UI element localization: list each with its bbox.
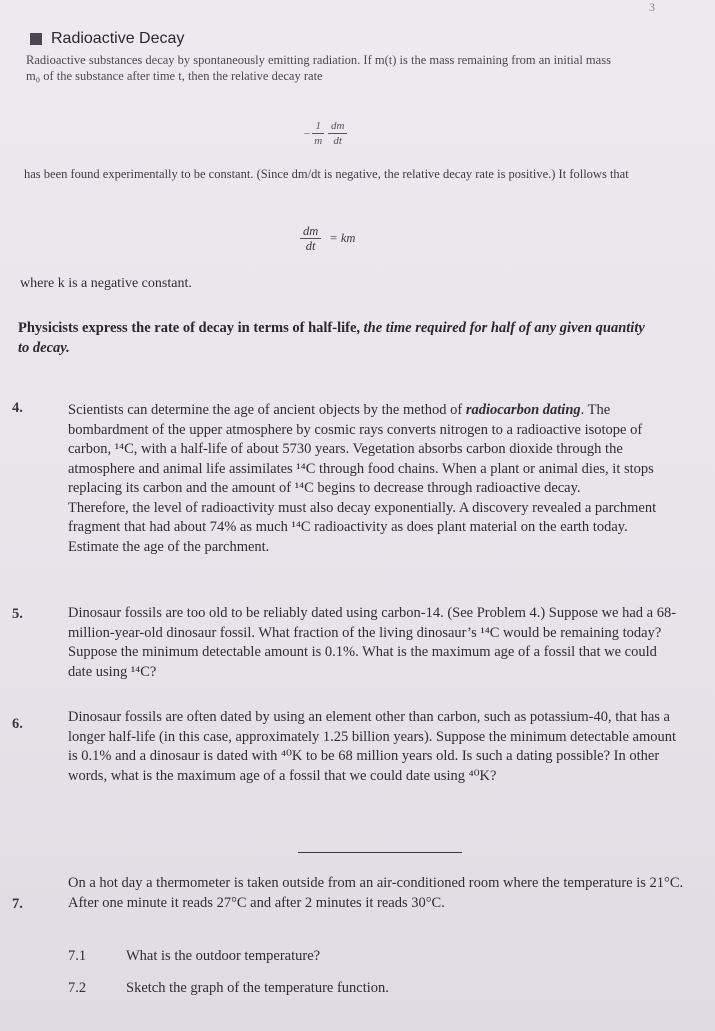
fraction-numerator: dm: [328, 119, 347, 134]
radiocarbon-dating-term: radiocarbon dating: [465, 402, 581, 418]
fraction-denominator: dt: [333, 135, 342, 147]
problem-text: [68, 401, 680, 557]
square-bullet-icon: [30, 33, 42, 45]
problem-text: Dinosaur fossils are often dated by using an element other than carbon, such as potassium-40, that has a longer half-life (in this case, approximately 1.25 billion years). Suppose the minimum detectable amount is 0.1% and a dinosaur is dated with ⁴⁰K to be 68 million years old. Is such a dating possible? In other words, what is the maximum age of a fossil that we could date using ⁴⁰K?: [68, 709, 677, 784]
half-life-definition: [18, 318, 658, 358]
subquestion-number: 7.1: [68, 948, 87, 964]
fraction-dm-dt: [328, 119, 347, 148]
page-number: 3: [649, 0, 655, 14]
relative-decay-rate-formula: [303, 119, 349, 148]
fraction-dm-dt: [300, 224, 321, 253]
problem-text: On a hot day a thermometer is taken outside from an air-conditioned room where the temperature is 21°C. After one minute it reads 27°C and after 2 minutes it reads 30°C.: [68, 875, 684, 911]
half-life-italic-text: the time required for half of any given quantity to decay.: [18, 320, 645, 356]
fraction-denominator: dt: [305, 239, 316, 253]
problem-number: 5.: [12, 606, 23, 622]
fraction-denominator: m: [314, 135, 323, 147]
problem-text-part: Scientists can determine the age of ancient objects by the method of: [68, 402, 466, 418]
equation-rhs: = km: [329, 231, 356, 245]
section-divider: [298, 852, 462, 853]
half-life-bold-text: Physicists express the rate of decay in terms of half-life,: [18, 320, 364, 336]
intro-paragraph: Radioactive substances decay by spontaneously emitting radiation. If m(t) is the mass remaining from an initial mass m₀ of the substance after time t, then the relative decay rate: [26, 53, 611, 83]
problem-number: 6.: [12, 716, 23, 732]
problem-text-part: Therefore, the level of radioactivity must also decay exponentially. A discovery revealed a parchment fragment that had about 74% as much ¹⁴C radioactivity as does plant material on the earth today. Estimate the age of the parchment.: [68, 499, 657, 555]
section-title: Radioactive Decay: [51, 30, 185, 47]
subquestion-text: What is the outdoor temperature?: [126, 948, 321, 964]
problem-number: 4.: [12, 400, 23, 416]
subquestion-text: Sketch the graph of the temperature function.: [126, 980, 389, 996]
fraction-numerator: 1: [312, 119, 324, 134]
formula-minus-sign: −: [303, 127, 311, 140]
subquestion-number: 7.2: [68, 980, 87, 996]
fraction-numerator: dm: [300, 224, 321, 239]
differential-equation: [298, 224, 355, 253]
constant-paragraph: has been found experimentally to be constant. (Since dm/dt is negative, the relative decay rate is positive.) It follows that: [24, 167, 629, 181]
problem-number: 7.: [12, 896, 23, 912]
where-statement: where k is a negative constant.: [20, 276, 192, 291]
problem-text-part: . The bombardment of the upper atmosphere by cosmic rays converts nitrogen to a radioactive isotope of carbon, ¹⁴C, with a half-life of about 5730 years. Vegetation absorbs carbon dioxide through the atmosphere and animal life assimilates ¹⁴C through food chains. When a plant or animal dies, it stops replacing its carbon and the amount of ¹⁴C begins to decrease through radioactive decay.: [68, 402, 654, 496]
problem-text: Dinosaur fossils are too old to be reliably dated using carbon-14. (See Problem 4.) Suppose we had a 68-million-year-old dinosaur fossil. What fraction of the living dinosaur’s ¹⁴C would be remaining today? Suppose the minimum detectable amount is 0.1%. What is the maximum age of a fossil that we could date using ¹⁴C?: [68, 605, 677, 680]
section-heading: [30, 30, 184, 48]
fraction-one-over-m: [312, 119, 324, 148]
